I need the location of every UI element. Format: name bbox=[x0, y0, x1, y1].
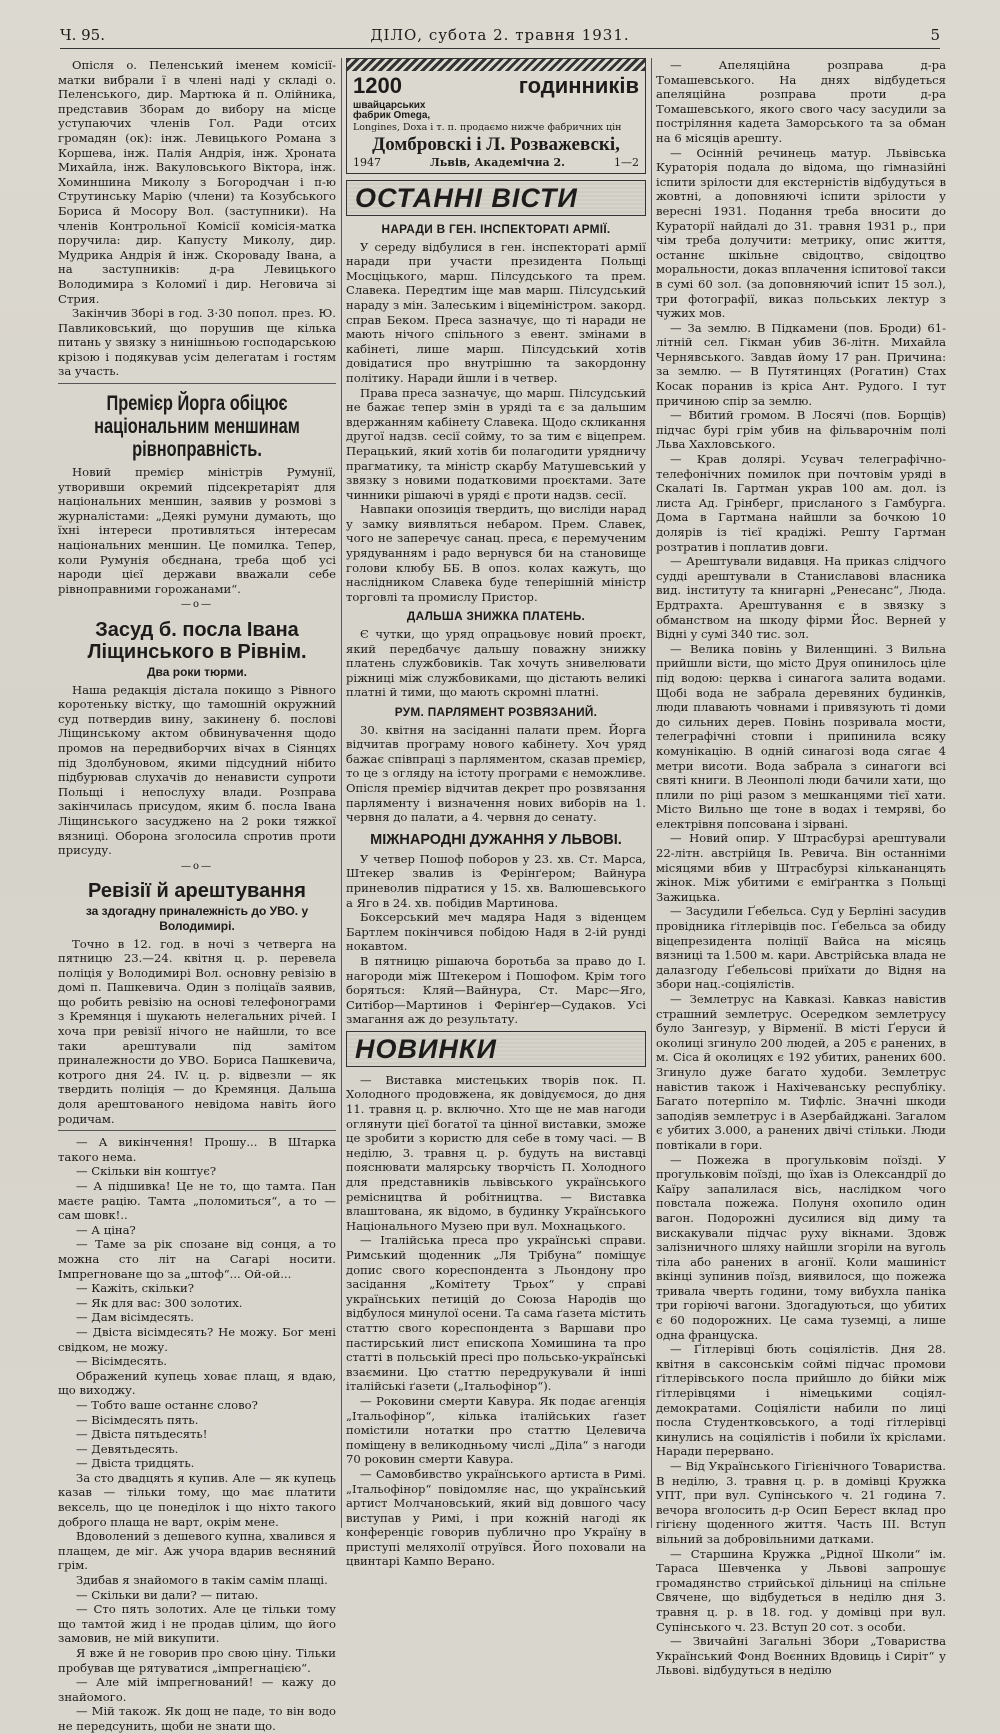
dialog-line: — Девятьдесять. bbox=[76, 1441, 179, 1456]
dialog-line: — Мій також. Як дощ не паде, то він водо не передсунить, щоби не знати що. bbox=[58, 1704, 336, 1733]
article-paragraph: Є чутки, що уряд опрацьовує новий проєкт, який передбачує дальшу поважну знижку платень службовиків. Так хочуть знивелювати ріжниці між службовиками, що дістають великі платні й тими, що мають скромні платні. bbox=[346, 627, 646, 700]
issue-number: Ч. 95. bbox=[60, 26, 105, 44]
headline-revisions: Ревізії й арештування bbox=[88, 880, 306, 903]
article-paragraph: Точно в 12. год. в ночі з четверга на пятницю 23.—24. квітня ц. р. перевела поліція у Володимирі Вол. основну ревізію в домі п. Пашкевича. Один з поліцаїв заявив, що робить ревізію на основі телефонограми з Кремянця і шукають нелегальних річей. І хоча при ревізії нічого не найшли, то все таки арештували під замітом приналежности до УВО. Бориса Пашкевича, котрого дня 24. IV. ц. р. відвезли — як твердить поліція — до Кремянця. Дальша доля арештованого невідома навіть його родичам. bbox=[58, 936, 336, 1126]
ad-address: Львів, Академічна 2. bbox=[430, 156, 565, 169]
news-item: — Старшина Кружка „Рідної Школи“ ім. Тараса Шевченка у Львові запрошує громадянство стрийської дільниці на спільне Свячене, що відбудеться в неділю дня 3. травня ц. р. в 18. год. у домівці при вул. Супінського ч. 23. Вступ 20 сот. з особи. bbox=[656, 1546, 946, 1634]
news-item: — Виставка мистецьких творів пок. П. Холодного продовжена, як довідуємося, до дня 11. травня ц. р. включно. Хто ще не мав нагоди оглянути цієї богатої та цінної виставки, зможе це зробити з користю для себе в тому часі. — В неділю, 3. травня ц. р. будуть на виставці пояснювати малярську творчість П. Холодного для представників львівського українського ремісництва й робітництва. — Виставка влаштована, як відомо, в будинку Українського Національного Музею при вул. Мохнацького. bbox=[346, 1072, 646, 1233]
dialog-line: Вдоволений з дешевого купна, хвалився я плащем, де міг. Аж учора вдарив весняний грім. bbox=[58, 1529, 336, 1573]
dialog-line: — Але мій імпрегнований! — кажу до знайомого. bbox=[58, 1675, 336, 1704]
news-item: — За землю. В Підкамени (пов. Броди) 61-літній сел. Гікман убив 36-літн. Михайла Чернявського. Завдав йому 17 ран. Причина: за землю. — В Путятинцях (Рогатин) Стах Косак поранив із кріса Ант. Рудого. І тут причиною спір за землю. bbox=[656, 320, 946, 408]
watch-advertisement bbox=[346, 58, 646, 174]
dialog-line: Я вже й не говорив про свою ціну. Тільки пробував ще рятуватися „імпрегнацією“. bbox=[58, 1646, 336, 1675]
dialog-line: — Вісімдесять пять. bbox=[76, 1412, 199, 1427]
article-paragraph: Опісля о. Пеленський іменем комісії-матки вибрали ї в члені наді у складі о. Пеленського, дир. Мартюка й п. Олійника, представив Зборам до вибору на місце уступаючих членів Гол. Ради отсих громадян (ок): інж. Левицького Романа з Коршева, інж. Палія Андрія, інж. Хроната Михайла, інж. Вакуловського Віктора, інж. Хоминшина Миколу з Богородчан і п-ю Струтинську Марію (члени) та Козубського Бориса й Мосору Вол. (заступники). На членів Контрольної Комісії комісія-матка поручила: дир. Капусту Миколу, дир. Мудрика Андрія й інж. Скороваду Івана, а на заступників: д-ра Левицького Володимира з Коломиї і дир. Неговича зі Стрия. bbox=[58, 58, 336, 306]
dialog-line: — Двіста пятьдесять! bbox=[76, 1427, 208, 1442]
column-rule bbox=[341, 58, 342, 1528]
news-item: — Велика повінь у Виленщині. З Вильна прийшли вісти, що місто Друя опинилось ціле під водою: церква і синагога залита водами. Щобі вода не забрала деревяних будинків, люди плавають човнами і привязують ті доми до сильних дерев. Повінь позривала мости, телеграфічні стовпи і припинила всяку комунікацію. В одній синагозі вода сягає 4 метри висоти. Вода забрала з синагоги всі святі книги. В Леонполі люди бачили хати, що плили по ріці разом з мешканцями тієї хати. Місто Вильно ще тоне в водах і темряві, бо електрівня попсована і зірвані. bbox=[656, 641, 946, 831]
subheadline: за здогадну приналежність до УВО. у Володимирі. bbox=[85, 904, 309, 933]
article-paragraph: Наша редакція дістала покищо з Рівного коротеньку вістку, що тамошній окружний суд потвердив вину, закинену б. послові Ліщинському актом обвинувачення щодо промов на передвиборчих вічах в Сіянцях під Здолбуновом, якими підсудний нібито підбурював слухачів до ненависти супроти Польщі і непослуху влади. Розправа закінчилась присудом, яким б. посла Івана Ліщинського засуджено на 2 роки тяжкої вязниці. Оборона зголосила спротив проти присуду. bbox=[58, 682, 336, 858]
ad-code: 1—2 bbox=[614, 156, 639, 169]
article-paragraph: Новий премієр міністрів Румунії, утворивши окремий підсекретаріят для національних меншин, заявив у розмові з журналістами: „Деякі румуни думають, що їхні інтереси противляться інтересам національних меншин. Це помилка. Тепер, коли Румунія обєднана, треба щоб усі народи цієї держави вважали себе рівноправними горожанами“. bbox=[58, 465, 336, 596]
ad-firm: Домбровскі і Л. Розважевскі, bbox=[372, 134, 620, 155]
news-item: — Апеляційна розправа д-ра Томашевського. На днях відбудеться апеляційна розправа проти д-ра Томашевського, якого свого часу засудили за постріляння кадета Заморського та за обман на 6 місяців арешту. bbox=[656, 58, 946, 145]
masthead bbox=[60, 26, 940, 49]
column-left bbox=[58, 58, 336, 1733]
subheadline: Два роки тюрми. bbox=[146, 665, 248, 679]
headline-lishchynsky: Засуд б. посла Івана Ліщинського в Рівнім. bbox=[87, 619, 307, 663]
dialog-line: За сто двадцять я купив. Але — як купець казав — тільки тому, що має платити вексель, що це понеділок і що ніхто такого доброго плаща не варт, окрім мене. bbox=[58, 1470, 336, 1529]
dialog-line: — Дам вісімдесять. bbox=[76, 1310, 194, 1325]
divider bbox=[58, 383, 336, 384]
dialog-line: — Як для вас: 300 золотих. bbox=[76, 1295, 243, 1310]
feuilleton bbox=[58, 1135, 336, 1733]
column-middle bbox=[346, 58, 646, 1569]
separator: —o— bbox=[180, 599, 214, 611]
section-latest-news: ОСТАННІ ВІСТИ bbox=[346, 180, 646, 216]
dialog-line: — Скільки ви дали? — питаю. bbox=[76, 1587, 259, 1602]
column-rule bbox=[651, 58, 652, 1528]
article-paragraph: Права преса зазначує, що марш. Пілсудський не бажає тепер змін в уряді та є за дальшим вдержанням кабінету Славека. Щодо скликання другої надзв. сесії сойму, то за тим є віцепрем. Перацький, який хотів би полагодити урядничу прагматику, та міністр скарбу Матушевський у звязку з новими податковими проєктами. Зате чинники рішаючі в уряді є проти надзв. сесії. bbox=[346, 385, 646, 502]
masthead-title: ДІЛО, субота 2. травня 1931. bbox=[370, 26, 630, 44]
news-item: — Арештували видавця. На приказ слідчого судді арештували в Станиславові власника вид. інституту та книгарні „Ренесанс“, Люда. Ердтрахта. Арештування є в звязку з обманством на шкоду фірми Йос. Верней у Відні у сумі 340 тис. зол. bbox=[656, 554, 946, 642]
article-paragraph: Боксерський меч мадяра Надя з віденцем Бартлем покінчився побідою Надя в 2-ій рунді нокавтом. bbox=[346, 910, 646, 954]
ad-word: годинників bbox=[518, 73, 639, 98]
dialog-line: — Тобто ваше останнє слово? bbox=[76, 1397, 258, 1412]
ad-small: швайцарських фабрик Omega, bbox=[353, 100, 431, 122]
news-headline: РУМ. ПАРЛЯМЕНТ РОЗВЯЗАНИЙ. bbox=[394, 705, 598, 719]
dialog-line: — Двіста тридцять. bbox=[76, 1456, 195, 1471]
ad-brands: Longines, Doxa і т. п. продаємо нижче фабричних цін bbox=[353, 122, 622, 133]
separator: —o— bbox=[180, 860, 214, 872]
news-headline: МІЖНАРОДНІ ДУЖАННЯ У ЛЬВОВІ. bbox=[370, 831, 622, 848]
news-item: — Самовбивство українського артиста в Римі. „Італьофінор“ повідомляє нас, що український артист Молчановський, який від довшого часу виступав у Римі, і при кожній нагоді як конференціє говорив публично про Україну в приступі меляхолії отруївся. Його поховали на цвинтарі Кампо Верано. bbox=[346, 1466, 646, 1569]
news-item: — Італійська преса про українські справи. Римський щоденник „Ля Трібуна“ поміщує допис свого кореспондента з Льондону про засідання „Комітету Трьох“ у справі українських петицій до Союза Народів що відбулося минулої осени. Та сама ґазета містить статтю свого кореспондента з Варшави про пастирський лист епископа Хомишина та про статті в польській пресі про польсько-українські взаємини. Цю статтю передрукували й інші італійські ґазети („Італьофінор“). bbox=[346, 1233, 646, 1394]
news-item: — Від Українського Гігієнічного Товариства. В неділю, 3. травня ц. р. в домівці Кружка УПТ, при вул. Супінського ч. 21 година 7. вечора вголосить д-р Осип Берест вклад про гігієну щоденного життя. Часть III. Вступ вільний за добровільними датками. bbox=[656, 1459, 946, 1546]
dialog-line: Здибав я знайомого в такім самім плащі. bbox=[76, 1573, 328, 1588]
dialog-line: — Двіста вісімдесять? Не можу. Бог мені свідком, не можу. bbox=[58, 1324, 336, 1354]
article-paragraph: У середу відбулися в ген. інспектораті армії наради при участи президента Польщі Мосціцького, марш. Пілсудського та прем. Славека. Передтим іще мав марш. Пілсудський нараду з мін. Залеським і віцеміністром. закорд. справ Беком. Преса зазначує, що ті наради не мають нічого спільного з евент. змінами в кабінеті, лише марш. Пілсудський хотів довідатися про внутрішню та закордонну політику. Наради йшли і в четвер. bbox=[346, 239, 646, 385]
news-item: — Крав долярі. Усувач телеграфічно-телефонічних помилок при почтовім уряді в Скалаті Ів. Гартман украв 100 ам. дол. із листа Ад. Грінберг, присланого з Гамбурга. Дома в Гартмана найшли за бочкою 10 долярів із тієї крадіжі. Решту Гартман розтратив і поплатив довги. bbox=[656, 452, 946, 554]
news-headline: НАРАДИ В ГЕН. ІНСПЕКТОРАТІ АРМІЇ. bbox=[381, 222, 611, 236]
news-item: — Землетрус на Кавказі. Кавказ навістив страшний землетрус. Осередком землетрусу було Зангезур, у Вірменії. В місті Ґеруси й околиці згинуло 200 людей, а 205 є ранених, в м. Сіса й околицях є 192 убитих, ранених 600. Згинуло дуже багато худоби. Землетрус навістив також і Нахічеванську республіку. Багато потерпіло м. Тифліс. Значні шкоди заподіяв землетрус і в Азербайджані. Загалом є убитих 3.000, а ранених двічі стільки. Люди повтікали в гори. bbox=[656, 992, 946, 1152]
article-paragraph: Навпаки опозиція твердить, що висліди нарад у замку виявляться небаром. Прем. Славек, чого не заперечує санац. преса, є перемученим урядуванням і радо вернувся би на становище голови клюбу ББ. В опоз. колах кажуть, що наслідником Славека буде теперішній міністр торговлі та промислу Пристор. bbox=[346, 502, 646, 604]
page-number: 5 bbox=[930, 26, 940, 44]
section-novynky: НОВИНКИ bbox=[346, 1031, 646, 1067]
article-paragraph: У четвер Пошоф поборов у 23. хв. Ст. Марса, Штекер звалив із Ферінґером; Вайнура приневолив підратися у 15. хв. Валюшевського а Яго в 24. хв. побідив Мартинова. bbox=[346, 851, 646, 910]
dialog-line: — Сто пять золотих. Але це тільки тому що тамтой жид і не продав цілим, що його замовив, не мій викупити. bbox=[58, 1602, 336, 1646]
column-right bbox=[656, 58, 946, 1678]
dialog-line: — А викінчення! Прошу... В Штарка такого нема. bbox=[58, 1135, 336, 1164]
news-item: — Засудили Ґебельса. Суд у Берліні засудив провідника ґітлерівців пос. Ґебельса за обиду віцепрезидента поліції Вайса на місяць вязниці та 1.500 м. кари. Австрійська влада не далазгоду Ґебельсові приїхати до Відня на збори нац.-соціялістів. bbox=[656, 904, 946, 992]
ad-number: 1947 bbox=[353, 156, 381, 169]
news-item: — Новий опир. У Штрасбурзі арештували 22-літн. австрійця Ів. Ревича. Він останніми місяцями вбив у Штрасбурзі кількананцять жінок. Між убитими є еміґрантка з Польщі Зажицька. bbox=[656, 831, 946, 904]
dialog-line: — Вісімдесять. bbox=[76, 1354, 167, 1369]
dialog-line: — Скільки він коштує? bbox=[76, 1164, 217, 1179]
headline-iorga: Премієр Йорга обіцює національним меншинам рівноправність. bbox=[94, 392, 300, 462]
ad-count: 1200 bbox=[353, 73, 402, 98]
dialog-line: Ображений купець ховає плащ, я вдаю, що виходжу. bbox=[58, 1368, 336, 1398]
news-item: — Роковини смерти Кавура. Як подає агенція „Італьофінор“, кілька італійських ґазет помістили нотатки про статтю Целевича поміщену в великодньому числі „Діла“ з нагоди 70 роковин смерти Кавура. bbox=[346, 1393, 646, 1467]
news-item: — Ґітлерівці бють соціялістів. Дня 28. квітня в саксонськім соймі підчас промови ґітлерівського посла прийшло до бійки між ґітлерівцями і німецькими соціял-демократами. Соціялісти набили по лиці посла Студентковського, а тоді ґітлерівці кинулись на соціялістів і побили їх кріслами. Наради перервано. bbox=[656, 1342, 946, 1459]
article-paragraph: Закінчив Зборі в год. 3·30 попол. през. Ю. Павликовський, що порушив ще кілька питань у звязку з нинішньою господарською крізою і подякував усім делегатам і гостям за участь. bbox=[58, 306, 336, 379]
dialog-line: — Таме за рік спозане від сонця, а то можна сто літ на Сагарі носити. Імпрегноване що за „штоф“... Ой-ой... bbox=[58, 1237, 336, 1281]
news-item: — Звичайні Загальні Збори „Товариства Український Фонд Воєнних Вдовиць і Сиріт“ у Львові. відбудуться в неділю bbox=[656, 1634, 946, 1678]
article-paragraph: В пятницю рішаюча боротьба за право до І. нагороди між Штекером і Пошофом. Крім того боряться: Кляй—Вайнура, Ст. Марс—Яго, Ситібор—Мартинов і Ферінґер—Судаков. Усі змагання аж до результату. bbox=[346, 953, 646, 1027]
ad-banner-ornament bbox=[347, 59, 645, 71]
dialog-line: — Кажіть, скільки? bbox=[76, 1281, 194, 1296]
article-paragraph: 30. квітня на засіданні палати прем. Йорга відчитав програму нового кабінету. Хоч уряд бажає співпраці з парляментом, сказав премієр, то це з огляду на істоту програми є неможливе. Опісля премієр відчитав декрет про розвязання парляменту і визначення нових виборів на 1. червня до палати, а 4. червня до сенату. bbox=[346, 722, 646, 825]
news-item: — Осінній речинець матур. Львівська Кураторія подала до відома, що гімназійні іспити зрілости для екстерністів відбудуться в жовтні, а доповняючі іспити зрілости у вересні 1931. Подання треба вносити до Кураторії найдалі до 31. травня 1931 р., при чім треба долучити: метрику, опис життя, останнє шкільне свідоцтво, свідоцтво моральности, доказ вплачення іспитової такси в сумі 60 зол. (за доповняючий іспит 15 зол.), три фотографії, виказ польських лектур з чужих мов. bbox=[656, 145, 946, 321]
news-item: — Вбитий громом. В Лосячі (пов. Борщів) підчас бурі грім убив на фільварочнім полі Льва Хахловського. bbox=[656, 408, 946, 452]
dialog-line: — А ціна? bbox=[76, 1222, 136, 1237]
divider bbox=[58, 1130, 336, 1131]
news-headline: ДАЛЬША ЗНИЖКА ПЛАТЕНЬ. bbox=[406, 609, 586, 624]
news-item: — Пожежа в прогульковім поїзді. У прогульковім поїзді, що їхав із Олександрії до Каїру запалилася вісь, наслідком чого повстала пожежа. Полуня охопило один вагон. Подорожні дусилися від диму та вискакували підчас руху вікнами. Здовж залізничного шляху найшли згоріли на вуголь тіла або ранених в агонії. Коли машиніст вкінці зупинив поїзд, виявилося, що пожежа тривала чверть години, тому вибухла паніка три горіючі вагони. Здогадуються, що убитих є 60 подорожних. Це сама туземці, а лише одна француска. bbox=[656, 1152, 946, 1342]
dialog-line: — А підшивка! Це не то, що тамта. Пан маєте рацію. Тамта „поломиться“, а то — сам шовк!.. bbox=[58, 1179, 336, 1223]
